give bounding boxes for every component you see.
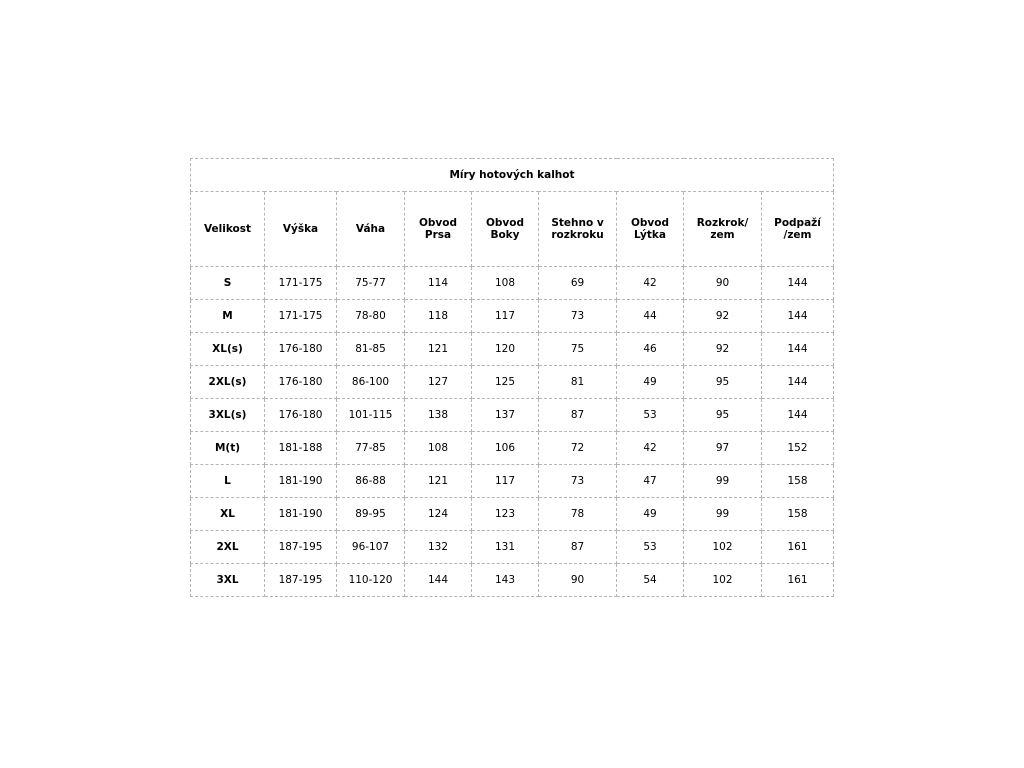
header-armpit-floor: Podpaží /zem — [762, 192, 834, 267]
table-row — [191, 333, 834, 366]
table-cell: 78 — [539, 498, 617, 531]
table-cell: 92 — [684, 333, 762, 366]
header-hips: Obvod Boky — [472, 192, 539, 267]
table-cell: 86-100 — [337, 366, 405, 399]
table-cell: 121 — [405, 465, 472, 498]
table-cell: 108 — [405, 432, 472, 465]
table-cell: 47 — [617, 465, 684, 498]
table-cell: 108 — [472, 267, 539, 300]
table-row — [191, 564, 834, 597]
size-label: 2XL(s) — [191, 366, 265, 399]
table-title: Míry hotových kalhot — [191, 159, 834, 192]
table-cell: 95 — [684, 399, 762, 432]
table-cell: 137 — [472, 399, 539, 432]
table-cell: 78-80 — [337, 300, 405, 333]
table-cell: 42 — [617, 267, 684, 300]
table-row — [191, 498, 834, 531]
table-cell: 181-190 — [265, 465, 337, 498]
table-cell: 144 — [405, 564, 472, 597]
table-cell: 152 — [762, 432, 834, 465]
table-cell: 81 — [539, 366, 617, 399]
table-cell: 92 — [684, 300, 762, 333]
table-cell: 181-188 — [265, 432, 337, 465]
size-label: XL — [191, 498, 265, 531]
table-cell: 171-175 — [265, 267, 337, 300]
table-cell: 143 — [472, 564, 539, 597]
table-cell: 53 — [617, 399, 684, 432]
table-cell: 77-85 — [337, 432, 405, 465]
table-cell: 102 — [684, 564, 762, 597]
table-cell: 114 — [405, 267, 472, 300]
table-cell: 75 — [539, 333, 617, 366]
table-cell: 99 — [684, 465, 762, 498]
table-row — [191, 531, 834, 564]
size-label: L — [191, 465, 265, 498]
table-cell: 87 — [539, 531, 617, 564]
table-body — [191, 267, 834, 597]
table-cell: 181-190 — [265, 498, 337, 531]
size-label: XL(s) — [191, 333, 265, 366]
table-cell: 87 — [539, 399, 617, 432]
table-cell: 176-180 — [265, 333, 337, 366]
table-cell: 81-85 — [337, 333, 405, 366]
table-cell: 46 — [617, 333, 684, 366]
size-label: 2XL — [191, 531, 265, 564]
table-cell: 144 — [762, 300, 834, 333]
table-cell: 44 — [617, 300, 684, 333]
table-cell: 95 — [684, 366, 762, 399]
table-cell: 75-77 — [337, 267, 405, 300]
table-cell: 123 — [472, 498, 539, 531]
size-label: M(t) — [191, 432, 265, 465]
table-cell: 127 — [405, 366, 472, 399]
table-cell: 110-120 — [337, 564, 405, 597]
size-label: 3XL — [191, 564, 265, 597]
table-cell: 89-95 — [337, 498, 405, 531]
header-inseam: Rozkrok/ zem — [684, 192, 762, 267]
table-cell: 73 — [539, 465, 617, 498]
table-cell: 132 — [405, 531, 472, 564]
table-cell: 176-180 — [265, 399, 337, 432]
header-row — [191, 192, 834, 267]
size-label: M — [191, 300, 265, 333]
table-row — [191, 267, 834, 300]
table-cell: 138 — [405, 399, 472, 432]
table-cell: 54 — [617, 564, 684, 597]
table-row — [191, 399, 834, 432]
table-cell: 161 — [762, 531, 834, 564]
table-cell: 102 — [684, 531, 762, 564]
table-cell: 49 — [617, 498, 684, 531]
table-cell: 144 — [762, 267, 834, 300]
table-cell: 42 — [617, 432, 684, 465]
table-row — [191, 366, 834, 399]
table-cell: 120 — [472, 333, 539, 366]
header-size: Velikost — [191, 192, 265, 267]
table-cell: 158 — [762, 498, 834, 531]
table-cell: 106 — [472, 432, 539, 465]
table-cell: 125 — [472, 366, 539, 399]
table-cell: 187-195 — [265, 564, 337, 597]
table-row — [191, 465, 834, 498]
table-cell: 121 — [405, 333, 472, 366]
table-cell: 176-180 — [265, 366, 337, 399]
table-cell: 97 — [684, 432, 762, 465]
table-cell: 117 — [472, 300, 539, 333]
header-weight: Váha — [337, 192, 405, 267]
table-cell: 118 — [405, 300, 472, 333]
table-cell: 101-115 — [337, 399, 405, 432]
table-cell: 117 — [472, 465, 539, 498]
table-cell: 187-195 — [265, 531, 337, 564]
table-row — [191, 300, 834, 333]
table-cell: 49 — [617, 366, 684, 399]
table-cell: 144 — [762, 333, 834, 366]
table-cell: 73 — [539, 300, 617, 333]
table-cell: 90 — [539, 564, 617, 597]
header-thigh: Stehno v rozkroku — [539, 192, 617, 267]
table-cell: 96-107 — [337, 531, 405, 564]
size-label: 3XL(s) — [191, 399, 265, 432]
table-cell: 53 — [617, 531, 684, 564]
header-chest: Obvod Prsa — [405, 192, 472, 267]
table-row — [191, 432, 834, 465]
table-cell: 144 — [762, 366, 834, 399]
table-cell: 86-88 — [337, 465, 405, 498]
size-label: S — [191, 267, 265, 300]
table-cell: 72 — [539, 432, 617, 465]
size-chart-table — [190, 158, 834, 597]
table-cell: 99 — [684, 498, 762, 531]
table-cell: 131 — [472, 531, 539, 564]
header-height: Výška — [265, 192, 337, 267]
table-cell: 158 — [762, 465, 834, 498]
table-cell: 171-175 — [265, 300, 337, 333]
header-calf: Obvod Lýtka — [617, 192, 684, 267]
table-cell: 161 — [762, 564, 834, 597]
table-cell: 90 — [684, 267, 762, 300]
table-cell: 69 — [539, 267, 617, 300]
table-cell: 144 — [762, 399, 834, 432]
table-cell: 124 — [405, 498, 472, 531]
